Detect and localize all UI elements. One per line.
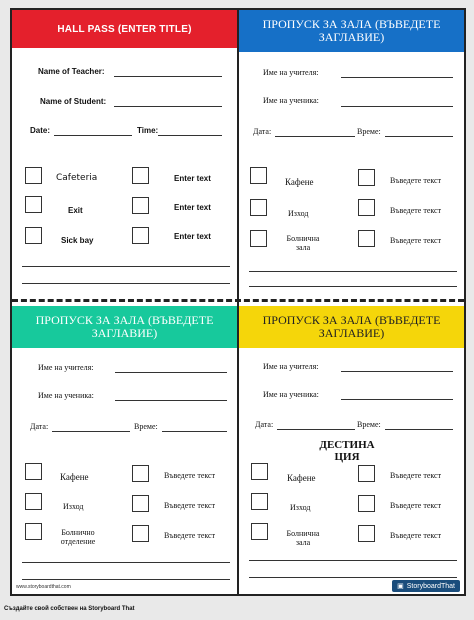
checkbox[interactable]	[25, 493, 42, 510]
option-label: Въведете текст	[164, 531, 216, 540]
student-line[interactable]	[341, 106, 453, 107]
option-label: Cafeteria	[56, 173, 98, 183]
card-title: ПРОПУСК ЗА ЗАЛА (ВЪВЕДЕТЕ ЗАГЛАВИЕ)	[12, 306, 237, 348]
student-label: Име на ученика:	[38, 391, 94, 400]
teacher-line[interactable]	[114, 76, 222, 77]
notes-line[interactable]	[249, 560, 457, 561]
option-label: Болнична зала	[286, 234, 320, 252]
notes-line[interactable]	[249, 286, 457, 287]
option-label: Въведете текст	[390, 206, 442, 215]
notes-line[interactable]	[249, 271, 457, 272]
storyboard-url: www.storyboardthat.com	[16, 584, 71, 590]
checkbox[interactable]	[250, 230, 267, 247]
checkbox[interactable]	[251, 523, 268, 540]
student-line[interactable]	[114, 106, 222, 107]
checkbox[interactable]	[251, 463, 268, 480]
date-line[interactable]	[277, 429, 355, 430]
notes-line[interactable]	[22, 266, 230, 267]
footer-caption: Създайте свой собствен на Storyboard That	[4, 606, 135, 612]
time-line[interactable]	[162, 431, 227, 432]
option-label: Изход	[290, 503, 311, 512]
checkbox[interactable]	[25, 196, 42, 213]
storyboardthat-logo[interactable]	[392, 580, 460, 592]
checkbox[interactable]	[132, 197, 149, 214]
notes-line[interactable]	[249, 577, 457, 578]
checkbox[interactable]	[358, 465, 375, 482]
checkbox[interactable]	[25, 227, 42, 244]
checkbox[interactable]	[132, 465, 149, 482]
checkbox[interactable]	[25, 463, 42, 480]
teacher-line[interactable]	[341, 371, 453, 372]
checkbox[interactable]	[358, 169, 375, 186]
option-label: Sick bay	[61, 236, 94, 245]
notes-line[interactable]	[22, 579, 230, 580]
film-icon: ▣	[397, 583, 404, 590]
option-label: Болнично отделение	[60, 528, 96, 546]
option-label: Болнична зала	[286, 529, 320, 547]
checkbox[interactable]	[132, 227, 149, 244]
option-label: Изход	[288, 209, 309, 218]
card-title: ПРОПУСК ЗА ЗАЛА (ВЪВЕДЕТЕ ЗАГЛАВИЕ)	[239, 306, 464, 348]
time-label: Време:	[357, 420, 381, 429]
date-label: Date:	[30, 126, 51, 135]
time-line[interactable]	[385, 136, 453, 137]
student-label: Name of Student:	[40, 97, 107, 106]
student-label: Име на ученика:	[263, 96, 319, 105]
checkbox[interactable]	[358, 495, 375, 512]
hall-pass-sheet	[10, 8, 466, 596]
option-label: Въведете текст	[164, 471, 216, 480]
card-bottom-left	[12, 302, 237, 594]
card-top-left	[12, 10, 237, 299]
time-line[interactable]	[385, 429, 453, 430]
checkbox[interactable]	[132, 167, 149, 184]
date-label: Дата:	[253, 127, 272, 136]
notes-line[interactable]	[22, 562, 230, 563]
option-label: Изход	[63, 502, 84, 511]
checkbox[interactable]	[358, 525, 375, 542]
time-line[interactable]	[158, 135, 222, 136]
checkbox[interactable]	[250, 199, 267, 216]
option-label: Въведете текст	[390, 471, 442, 480]
checkbox[interactable]	[25, 523, 42, 540]
student-label: Име на ученика:	[263, 390, 319, 399]
teacher-line[interactable]	[115, 372, 227, 373]
option-label: Enter text	[174, 174, 211, 183]
option-label: Enter text	[174, 203, 211, 212]
option-label: Кафене	[287, 473, 316, 483]
option-label: Въведете текст	[390, 501, 442, 510]
student-line[interactable]	[341, 399, 453, 400]
checkbox[interactable]	[251, 493, 268, 510]
date-line[interactable]	[52, 431, 130, 432]
teacher-label: Name of Teacher:	[38, 67, 105, 76]
checkbox[interactable]	[250, 167, 267, 184]
teacher-label: Име на учителя:	[263, 68, 319, 77]
date-label: Дата:	[30, 422, 49, 431]
date-label: Дата:	[255, 420, 274, 429]
card-title: ПРОПУСК ЗА ЗАЛА (ВЪВЕДЕТЕ ЗАГЛАВИЕ)	[239, 10, 464, 52]
checkbox[interactable]	[132, 525, 149, 542]
checkbox[interactable]	[358, 199, 375, 216]
student-line[interactable]	[115, 400, 227, 401]
time-label: Време:	[357, 127, 381, 136]
destination-heading: ДЕСТИНА ЦИЯ	[319, 439, 375, 463]
date-line[interactable]	[275, 136, 355, 137]
checkbox[interactable]	[25, 167, 42, 184]
option-label: Въведете текст	[390, 236, 442, 245]
card-bottom-right	[239, 302, 464, 594]
teacher-line[interactable]	[341, 77, 453, 78]
time-label: Time:	[137, 126, 159, 135]
checkbox[interactable]	[358, 230, 375, 247]
teacher-label: Име на учителя:	[38, 363, 94, 372]
teacher-label: Име на учителя:	[263, 362, 319, 371]
option-label: Exit	[68, 206, 83, 215]
date-line[interactable]	[54, 135, 132, 136]
brand-name: StoryboardThat	[406, 582, 455, 590]
option-label: Въведете текст	[164, 501, 216, 510]
checkbox[interactable]	[132, 495, 149, 512]
option-label: Кафене	[60, 472, 89, 482]
option-label: Въведете текст	[390, 176, 442, 185]
option-label: Кафене	[285, 177, 314, 187]
notes-line[interactable]	[22, 283, 230, 284]
card-title: HALL PASS (ENTER TITLE)	[12, 10, 237, 48]
time-label: Време:	[134, 422, 158, 431]
option-label: Enter text	[174, 232, 211, 241]
card-top-right	[239, 10, 464, 299]
option-label: Въведете текст	[390, 531, 442, 540]
